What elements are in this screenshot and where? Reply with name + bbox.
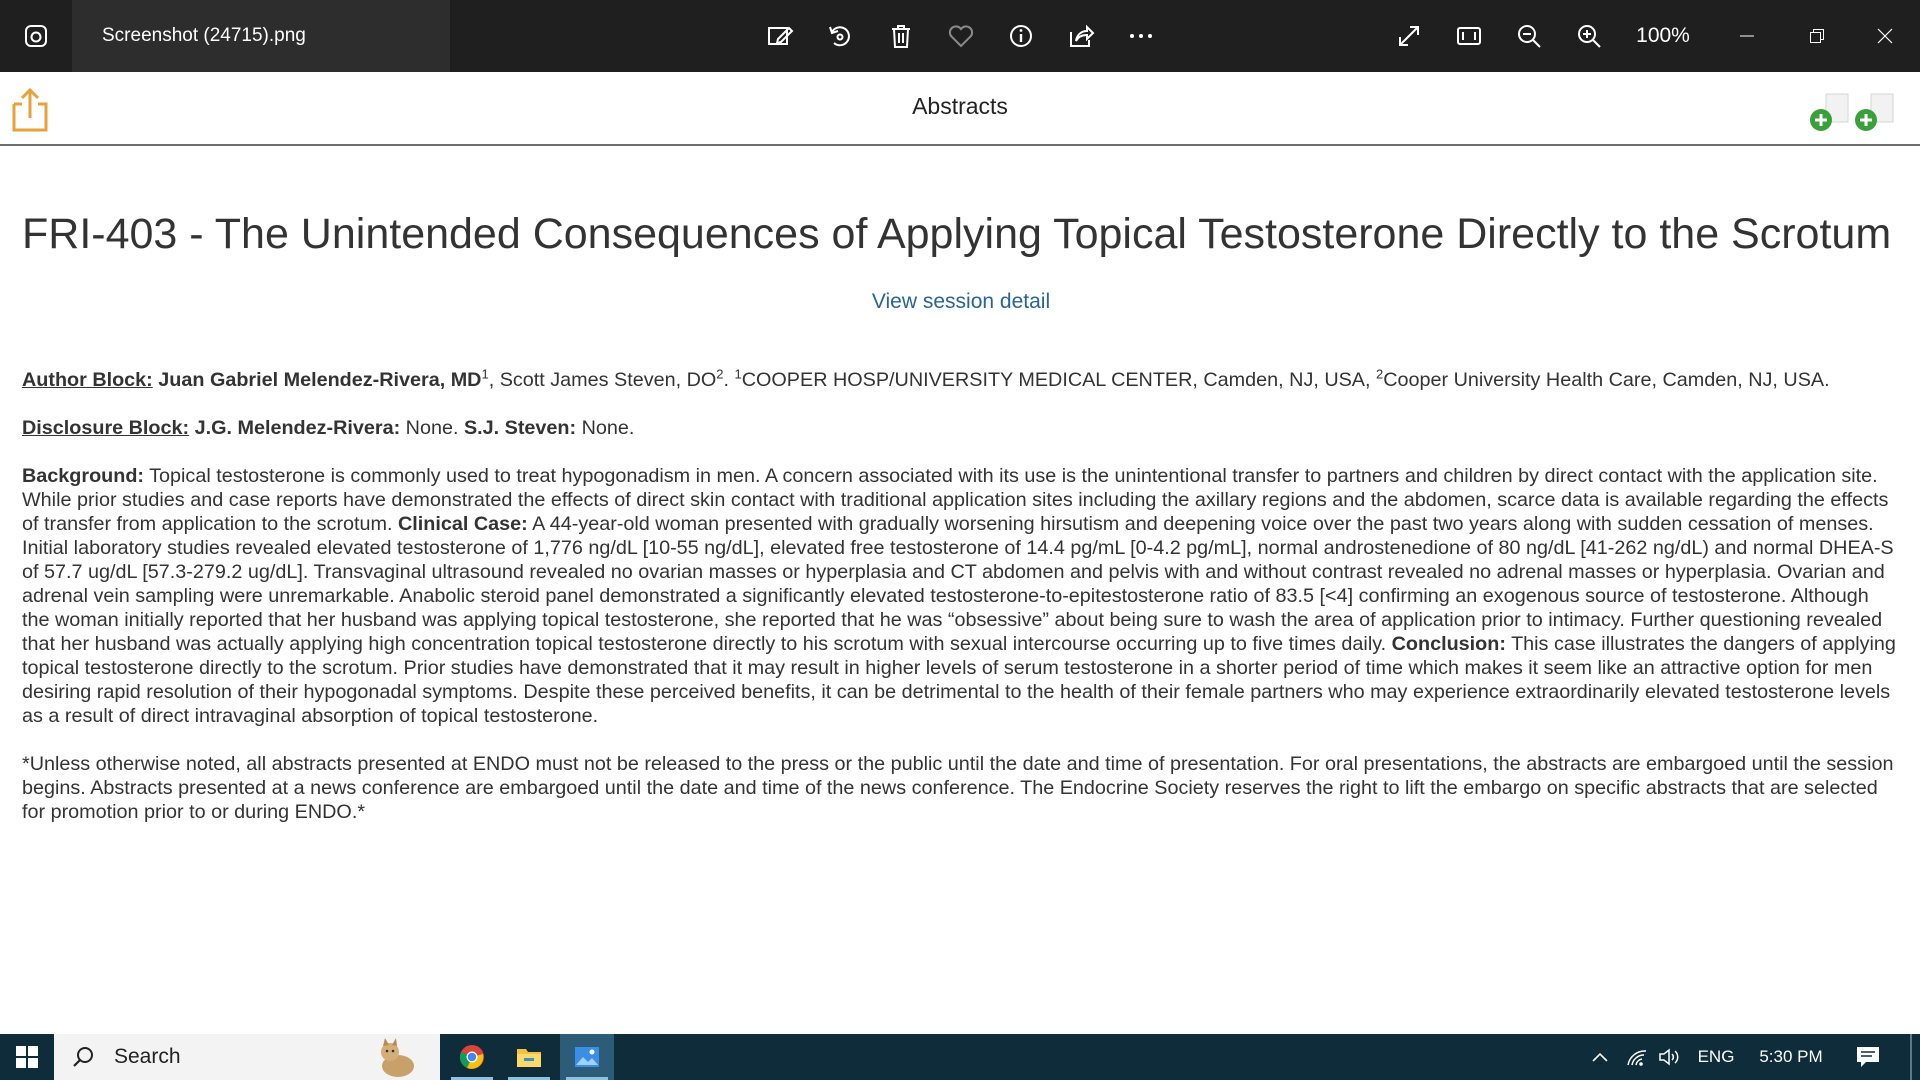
- photos-app-icon: [0, 0, 72, 72]
- background-label: Background:: [22, 465, 144, 487]
- author-name-1: Juan Gabriel Melendez-Rivera, MD: [158, 369, 482, 391]
- start-button[interactable]: [0, 1034, 54, 1080]
- add-bookmark-button[interactable]: [1851, 84, 1897, 134]
- show-desktop-button[interactable]: [1910, 1034, 1912, 1080]
- file-explorer-icon: [516, 1046, 542, 1068]
- author-name-2: , Scott James Steven, DO: [488, 369, 717, 391]
- volume-icon: [1658, 1047, 1682, 1067]
- more-icon: [1127, 22, 1155, 50]
- notifications-button[interactable]: [1848, 1034, 1888, 1080]
- volume-button[interactable]: [1655, 1034, 1685, 1080]
- language-indicator[interactable]: [1692, 1034, 1740, 1080]
- file-explorer-taskbar-button[interactable]: [502, 1034, 556, 1080]
- conclusion-label: Conclusion:: [1391, 633, 1506, 655]
- share-button[interactable]: [1057, 12, 1105, 60]
- search-highlight-image: [368, 1036, 428, 1080]
- affiliation-1: COOPER HOSP/UNIVERSITY MEDICAL CENTER, Camden, NJ, USA,: [741, 369, 1376, 391]
- edit-button[interactable]: [756, 12, 804, 60]
- abstracts-header: [0, 76, 1920, 146]
- edit-icon: [766, 22, 794, 50]
- zoom-out-button[interactable]: [1505, 12, 1553, 60]
- chrome-taskbar-button[interactable]: [445, 1034, 499, 1080]
- affiliation-2: Cooper University Health Care, Camden, NJ, USA.: [1383, 369, 1830, 391]
- minimize-button[interactable]: [1712, 0, 1782, 72]
- more-button[interactable]: [1117, 12, 1165, 60]
- delete-button[interactable]: [877, 12, 925, 60]
- network-button[interactable]: [1622, 1034, 1652, 1080]
- zoom-in-icon: [1575, 22, 1603, 50]
- fullscreen-icon: [1395, 22, 1423, 50]
- export-icon[interactable]: [10, 86, 50, 134]
- restore-button[interactable]: [1782, 0, 1852, 72]
- clinical-case-text: A 44-year-old woman presented with gradually worsening hirsutism and deepening voice over the past two years along with sudden cessation of menses. Initial laboratory studies revealed elevated testosterone of 1,776 ng/dL [10-55 ng/dL], elevated free testosterone of 14.4 pg/mL [0-4.2 pg/mL], normal androstenedione of 80 ng/dL [41-262 ng/dL) and normal DHEA-S of 57.7 ug/dL [57.3-279.2 ug/dL]. Transvaginal ultrasound revealed no ovarian masses or hyperplasia and CT abdomen and pelvis with and without contrast revealed no adrenal masses or hyperplasia. Ovarian and adrenal vein sampling were unremarkable. Anabolic steroid panel demonstrated a significantly elevated testosterone-to-epitestosterone ratio of 83.5 [<4] confirming an exogenous source of testosterone. Although the woman initially reported that her husband was applying topical testosterone, she reported that he was “obsessive” about being sure to wash the area of application prior to intimacy. Further questioning revealed that her husband was actually applying high concentration topical testosterone directly to his scrotum with sexual intercourse occurring up to five times daily.: [22, 513, 1894, 655]
- clinical-case-label: Clinical Case:: [398, 513, 528, 535]
- show-hidden-icons-button[interactable]: [1585, 1034, 1615, 1080]
- abstract-title: FRI-403 - The Unintended Consequences of Applying Topical Testosterone Directly to the Scrotum: [22, 210, 1892, 258]
- rotate-button[interactable]: [816, 12, 864, 60]
- fit-button[interactable]: [1445, 12, 1493, 60]
- zoom-in-button[interactable]: [1565, 12, 1613, 60]
- zoom-level[interactable]: 100%: [1636, 24, 1690, 47]
- notification-icon: [1856, 1046, 1880, 1068]
- affil-sup-1: 1: [734, 366, 742, 382]
- disclosure-block: [22, 416, 1900, 440]
- disclosure-label: Disclosure Block:: [22, 417, 190, 439]
- disclosure-name-2: S.J. Steven:: [463, 417, 577, 439]
- photos-taskbar-icon: [574, 1045, 600, 1069]
- favorite-icon: [947, 22, 975, 50]
- language-label: ENG: [1697, 1047, 1735, 1066]
- embargo-footnote: *Unless otherwise noted, all abstracts presented at ENDO must not be released to the press or the public until the date and time of presentation. For oral presentations, the abstracts are embargoed until the session begins. Abstracts presented at a news conference are embargoed until the date and time of the news conference. The Endocrine Society reserves the right to lift the embargo on specific abstracts that are selected for promotion prior to or during ENDO.*: [22, 753, 1894, 823]
- info-icon: [1007, 22, 1035, 50]
- author-sep: .: [723, 369, 735, 391]
- search-icon: [72, 1046, 94, 1068]
- clock-time: 5:30 PM: [1759, 1047, 1823, 1066]
- clock[interactable]: [1748, 1034, 1834, 1080]
- add-note-button[interactable]: [1806, 84, 1852, 134]
- app-titlebar: [0, 0, 1920, 72]
- chevron-up-icon: [1591, 1051, 1609, 1063]
- windows-start-icon: [16, 1046, 38, 1068]
- rotate-icon: [826, 22, 854, 50]
- conclusion-text: This case illustrates the dangers of applying topical testosterone directly to the scrotum. Prior studies have demonstrated that it may result in higher levels of serum testosterone in a shorter period of time which makes it seem like an attractive option for men desiring rapid resolution of their hypogonadal symptoms. Despite these perceived benefits, it can be detrimental to the health of their female partners who may experience extraordinarily elevated testosterone levels as a result of direct intravaginal absorption of topical testosterone.: [22, 633, 1896, 727]
- author-block-label: Author Block:: [22, 369, 153, 391]
- view-session-link[interactable]: View session detail: [871, 290, 1051, 313]
- restore-icon: [1809, 28, 1825, 44]
- taskbar-search[interactable]: [54, 1034, 440, 1080]
- abstract-document: [22, 150, 1900, 824]
- info-button[interactable]: [997, 12, 1045, 60]
- close-icon: [1877, 28, 1893, 44]
- zoom-out-icon: [1515, 22, 1543, 50]
- fit-icon: [1455, 22, 1483, 50]
- disclosure-value-2: None.: [576, 417, 635, 439]
- chrome-icon: [459, 1044, 485, 1070]
- wifi-icon: [1626, 1048, 1648, 1066]
- search-placeholder: Search: [114, 1045, 181, 1068]
- author-sup-1: 1: [481, 366, 489, 382]
- header-title: Abstracts: [912, 93, 1008, 119]
- background-text: Topical testosterone is commonly used to treat hypogonadism in men. A concern associated with its use is the unintentional transfer to partners and children by direct contact with the application site. While prior studies and case reports have demonstrated the effects of direct skin contact with traditional application sites including the axillary regions and the abdomen, scarce data is available regarding the effects of transfer from application to the scrotum.: [22, 465, 1889, 535]
- share-icon: [1067, 22, 1095, 50]
- close-button[interactable]: [1850, 0, 1920, 72]
- taskbar: [0, 1034, 1920, 1080]
- file-tab: [72, 0, 450, 72]
- disclosure-name-1: J.G. Melendez-Rivera:: [194, 417, 401, 439]
- fullscreen-button[interactable]: [1385, 12, 1433, 60]
- affil-sup-2: 2: [1376, 366, 1384, 382]
- file-name: Screenshot (24715).png: [102, 25, 306, 46]
- abstract-body: [22, 464, 1900, 728]
- photos-taskbar-button[interactable]: [560, 1034, 614, 1080]
- favorite-button[interactable]: [937, 12, 985, 60]
- minimize-icon: [1739, 28, 1755, 44]
- disclosure-value-1: None.: [400, 417, 464, 439]
- author-sup-2: 2: [716, 366, 724, 382]
- delete-icon: [887, 22, 915, 50]
- author-block: [22, 368, 1900, 392]
